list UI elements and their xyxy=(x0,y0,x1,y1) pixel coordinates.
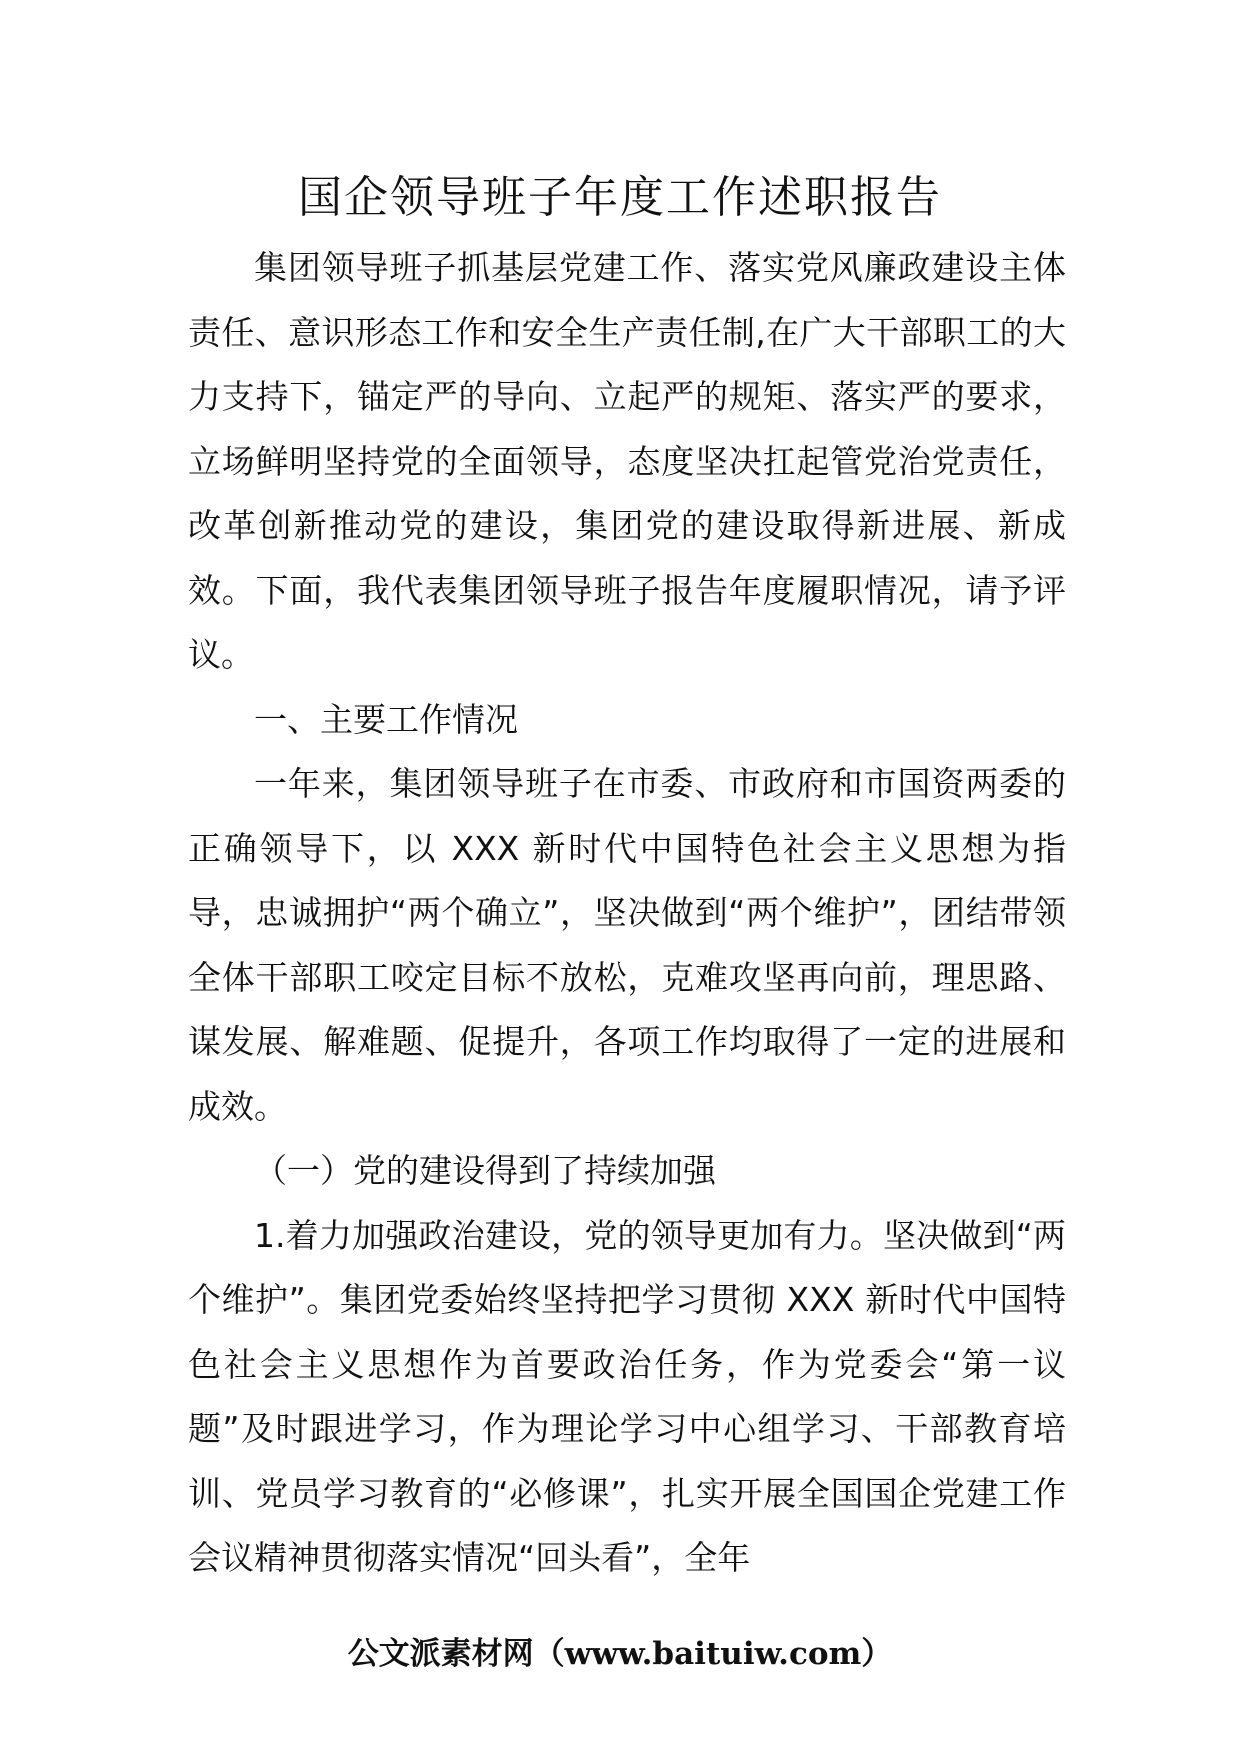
political-building-paragraph: 1.着力加强政治建设，党的领导更加有力。坚决做到“两个维护”。集团党委始终坚持把学习贯彻 XXX 新时代中国特色社会主义思想作为首要政治任务，作为党委会“第一议题”及时跟进学习，作为理论学习中心组学习、干部教育培训、党员学习教育的“必修课”，扎实开展全国国企党建工作会议精神贯彻落实情况“回头看”，全年 xyxy=(188,1215,1066,1577)
subsection-heading-party-building: （一）党的建设得到了持续加强 xyxy=(254,1151,716,1190)
document-body xyxy=(188,236,1066,1591)
overview-paragraph: 一年来，集团领导班子在市委、市政府和市国资两委的正确领导下，以 XXX 新时代中国特色社会主义思想为指导，忠诚拥护“两个确立”，坚决做到“两个维护”，团结带领全体干部职工咬定目标不放松，克难攻坚再向前，理思路、谋发展、解难题、促提升，各项工作均取得了一定的进展和成效。 xyxy=(188,764,1066,1126)
section-heading-main-work: 一、主要工作情况 xyxy=(254,699,518,739)
document-title: 国企领导班子年度工作述职报告 xyxy=(298,172,942,223)
watermark-footer: 公文派素材网（www.baituiw.com） xyxy=(347,1636,893,1672)
intro-paragraph: 集团领导班子抓基层党建工作、落实党风廉政建设主体责任、意识形态工作和安全生产责任制,在广大干部职工的大力支持下，锚定严的导向、立起严的规矩、落实严的要求，立场鲜明坚持党的全面领导，态度坚决扛起管党治党责任，改革创新推动党的建设，集团党的建设取得新进展、新成效。下面，我代表集团领导班子报告年度履职情况，请予评议。 xyxy=(188,248,1066,674)
